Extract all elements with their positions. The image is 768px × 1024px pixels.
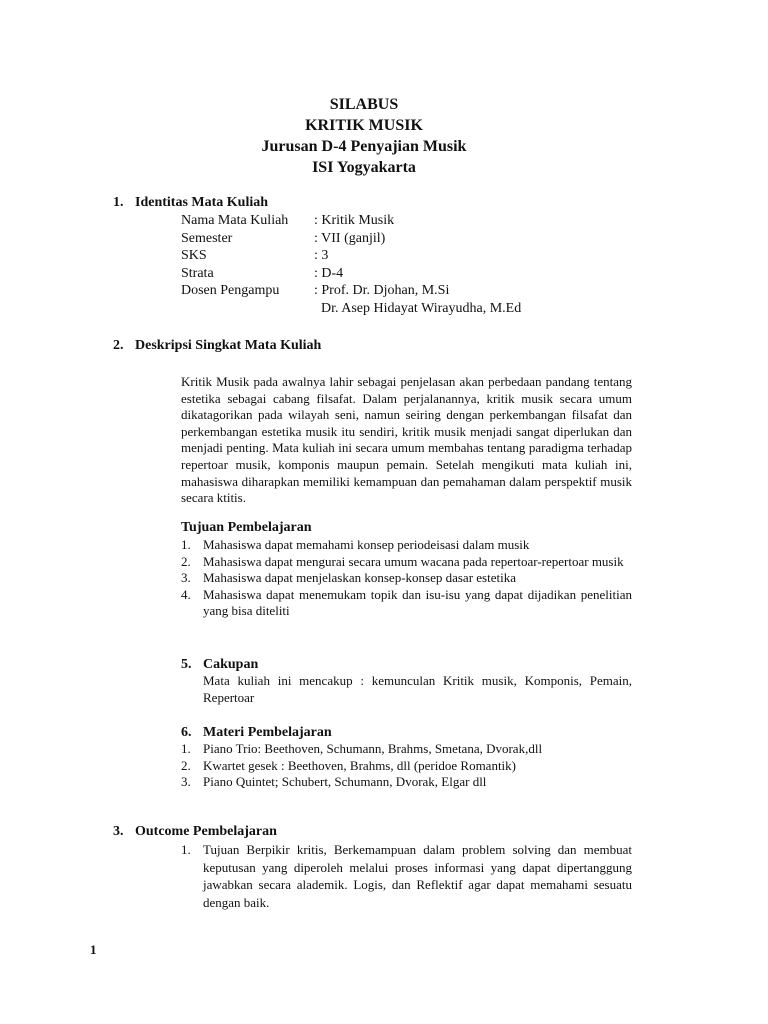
section-heading-deskripsi [113,337,321,355]
identity-label: Nama Mata Kuliah [181,213,289,228]
section-number: 1. [113,195,124,210]
list-item [181,570,632,587]
list-number: 3. [181,774,191,790]
title-line: ISI Yogyakarta [312,159,416,176]
identity-row [181,230,594,248]
section-number: 5. [181,657,192,672]
section-title: Deskripsi Singkat Mata Kuliah [135,338,322,353]
identity-value: : Prof. Dr. Djohan, M.Si [314,283,450,298]
list-number: 2. [181,553,191,569]
identity-label: Semester [181,230,233,246]
list-text: Piano Trio: Beethoven, Schumann, Brahms, Smetana, Dvorak,dll [203,741,543,756]
identity-label [181,300,314,318]
list-item [181,774,632,791]
list-item [181,758,632,775]
identity-value: : 3 [314,248,329,263]
identity-value: : VII (ganjil) [314,230,386,246]
identity-value: Dr. Asep Hidayat Wirayudha, M.Ed [314,300,522,316]
section-number: 2. [113,338,124,353]
identity-row [181,247,594,265]
materi-list [181,741,632,791]
list-item [181,537,632,554]
identity-row [181,265,594,283]
list-item [181,587,632,620]
list-text: Mahasiswa dapat menjelaskan konsep-konsep dasar estetika [203,570,516,586]
section-title: Identitas Mata Kuliah [135,195,269,210]
title-line: SILABUS [329,96,399,113]
description-paragraph: Kritik Musik pada awalnya lahir sebagai penjelasan akan perbedaan pandang tentang estetika sebagai cabang filsafat. Dalam perjalanannya, kritik musik secara umum dikatagorikan pada wilayah seni, namun seiring dengan perkembangan filsafat dan perkembangan estetika musik itu sendiri, kritik musik menjadi sangat diperlukan dan menjadi penting. Mata kuliah ini secara umum membahas tentang paradigma terhadap repertoar musik, komponis maupun pemain. Setelah mengikuti mata kuliah ini, mahasiswa diharapkan memiliki kemampuan dan pemahaman dalam perspektif musik secara ktitis. [181,374,632,506]
cakupan-text: Mata kuliah ini mencakup : kemunculan Kritik musik, Komponis, Pemain, Repertoar [203,673,632,705]
list-number: 1. [181,842,191,857]
list-text: Mahasiswa dapat mengurai secara umum wacana pada repertoar-repertoar musik [203,553,624,569]
list-number: 4. [181,586,191,602]
identity-row [181,212,594,230]
list-text: Kwartet gesek : Beethoven, Brahms, dll (peridoe Romantik) [203,757,517,773]
section-heading-identitas [113,194,268,212]
identity-value: : D-4 [314,265,344,281]
section-number: 3. [113,824,124,839]
identity-row [181,300,594,318]
outcome-list [181,841,632,911]
tujuan-list [181,537,632,620]
page-number: 1 [90,942,97,957]
list-text: Tujuan Berpikir kritis, Berkemampuan dalam problem solving dan membuat keputusan yang diperoleh melalui proses informasi yang dapat dipertanggung jawabkan secara alademik. Logis, dan Reflektif agar dapat memahami sesuatu dengan baik. [203,842,632,910]
list-item [181,841,632,911]
title-block [0,94,728,178]
list-text: Piano Quintet; Schubert, Schumann, Dvorak, Elgar dll [203,774,487,790]
identity-label: Dosen Pengampu [181,283,280,298]
list-number: 3. [181,570,191,586]
section-title: Materi Pembelajaran [203,725,332,740]
tujuan-heading: Tujuan Pembelajaran [181,520,312,535]
list-number: 1. [181,537,191,552]
materi-heading [181,724,332,742]
title-line: KRITIK MUSIK [305,117,423,134]
title-line: Jurusan D-4 Penyajian Musik [261,138,467,155]
list-item [181,741,632,758]
section-title: Outcome Pembelajaran [135,824,277,839]
list-number: 1. [181,741,191,756]
identity-row [181,282,594,300]
list-text: Mahasiswa dapat memahami konsep periodeisasi dalam musik [203,537,530,552]
section-number: 6. [181,725,192,740]
list-number: 2. [181,757,191,773]
identity-value: : Kritik Musik [314,213,395,228]
section-heading-outcome [113,823,277,841]
identity-label: SKS [181,248,207,263]
identity-label: Strata [181,265,214,281]
cakupan-heading [181,656,258,674]
list-item [181,554,632,571]
identity-table [181,212,594,317]
list-text: Mahasiswa dapat menemukam topik dan isu-isu yang dapat dijadikan penelitian yang bisa diteliti [203,586,632,619]
section-title: Cakupan [203,657,259,672]
